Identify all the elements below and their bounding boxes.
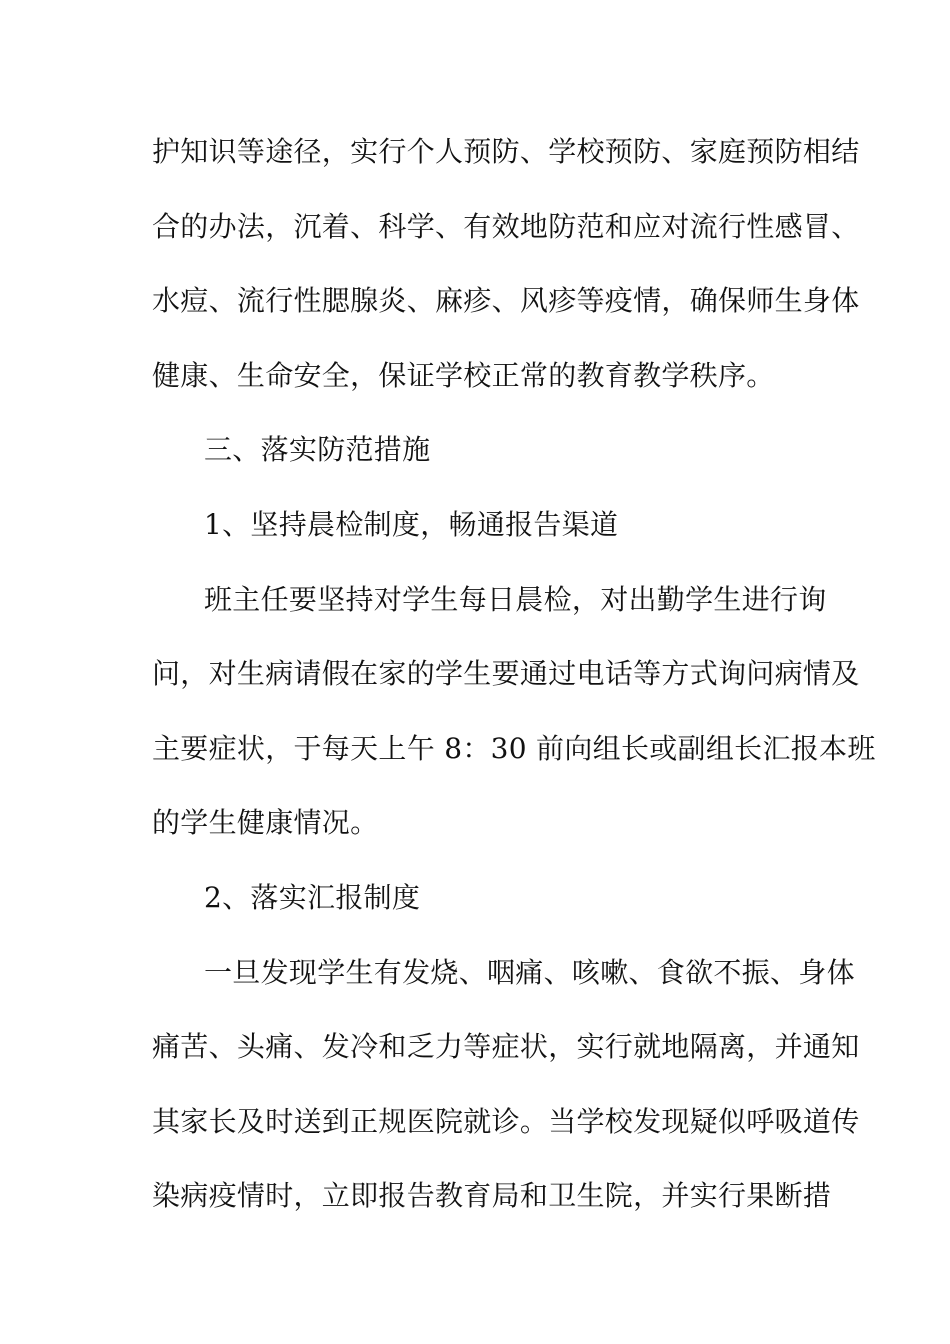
subsection-heading: 1、坚持晨检制度，畅通报告渠道 xyxy=(204,508,619,541)
text-line: 问，对生病请假在家的学生要通过电话等方式询问病情及 xyxy=(152,657,860,690)
text-line: 痛苦、头痛、发冷和乏力等症状，实行就地隔离，并通知 xyxy=(152,1030,860,1063)
text-line: 主要症状，于每天上午 8：30 前向组长或副组长汇报本班 xyxy=(152,732,876,765)
text-line: 班主任要坚持对学生每日晨检，对出勤学生进行询 xyxy=(204,583,827,616)
section-heading: 三、落实防范措施 xyxy=(204,433,431,466)
text-line: 合的办法，沉着、科学、有效地防范和应对流行性感冒、 xyxy=(152,210,860,243)
text-line: 一旦发现学生有发烧、咽痛、咳嗽、食欲不振、身体 xyxy=(204,956,855,989)
text-line: 染病疫情时，立即报告教育局和卫生院，并实行果断措 xyxy=(152,1179,832,1212)
text-line: 水痘、流行性腮腺炎、麻疹、风疹等疫情，确保师生身体 xyxy=(152,284,860,317)
subsection-heading: 2、落实汇报制度 xyxy=(204,881,421,914)
text-line: 护知识等途径，实行个人预防、学校预防、家庭预防相结 xyxy=(152,135,860,168)
text-line: 的学生健康情况。 xyxy=(152,806,379,839)
text-line: 健康、生命安全，保证学校正常的教育教学秩序。 xyxy=(152,359,775,392)
text-line: 其家长及时送到正规医院就诊。当学校发现疑似呼吸道传 xyxy=(152,1105,860,1138)
